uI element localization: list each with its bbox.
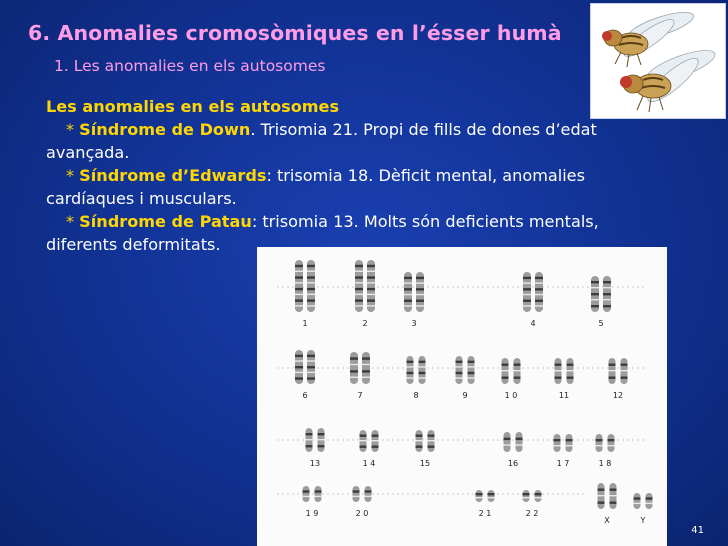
bullet-marker: *	[66, 120, 75, 139]
chromosome-pair	[355, 260, 375, 312]
chromosome-label: 6	[302, 391, 308, 400]
chromosome-label: 1 4	[362, 459, 376, 468]
chromosome-label: 2	[362, 319, 368, 328]
chromosome-label: 1 7	[556, 459, 570, 468]
chromosome-pair	[416, 430, 435, 452]
chromosome-pair	[295, 350, 315, 384]
chromosome-pair	[306, 428, 325, 452]
chromosome-label: 3	[411, 319, 417, 328]
section-heading: Les anomalies en els autosomes	[46, 97, 340, 116]
chromosome-pair	[555, 358, 574, 384]
syndrome-item	[46, 210, 676, 233]
karyotype-image	[257, 247, 667, 546]
chromosome-pair	[502, 358, 521, 384]
chromosome-pair	[591, 276, 611, 312]
chromosome-label: 1	[302, 319, 308, 328]
chromosome-label: 4	[530, 319, 536, 328]
chromosome-label: 5	[598, 319, 604, 328]
chromosome-label: 13	[309, 459, 321, 468]
chromosome-label: X	[604, 516, 610, 525]
chromosome-label: 1 9	[305, 509, 319, 518]
syndrome-continuation: diferents deformitats.	[46, 235, 221, 254]
bullet-marker: *	[66, 212, 75, 231]
chromosome-label: 12	[612, 391, 624, 400]
chromosome-pair	[360, 430, 379, 452]
syndrome-description: : trisomia 13. Molts són deficients mentals,	[251, 212, 599, 231]
chromosome-pair	[404, 272, 424, 312]
chromosome-label: 2 1	[478, 509, 492, 518]
chromosome-pair	[634, 493, 653, 509]
syndrome-name: Síndrome de Down	[79, 120, 251, 139]
chromosome-label: Y	[640, 516, 646, 525]
syndrome-name: Síndrome d’Edwards	[79, 166, 267, 185]
chromosome-pair	[554, 434, 573, 452]
syndrome-item	[46, 118, 676, 141]
chromosome-label: 2 0	[355, 509, 369, 518]
syndrome-continuation: cardíaques i musculars.	[46, 189, 237, 208]
bullet-marker: *	[66, 166, 75, 185]
chromosome-label: 11	[558, 391, 570, 400]
syndrome-name: Síndrome de Patau	[79, 212, 252, 231]
chromosome-label: 16	[507, 459, 519, 468]
chromosome-pair	[598, 483, 617, 509]
syndrome-item	[46, 164, 676, 187]
chromosome-pair	[596, 434, 615, 452]
chromosome-label: 7	[357, 391, 363, 400]
slide-subtitle: 1. Les anomalies en els autosomes	[54, 57, 326, 75]
slide-title: 6. Anomalies cromosòmiques en l’ésser humà	[28, 21, 562, 45]
chromosome-pair	[456, 356, 475, 384]
chromosome-label: 9	[462, 391, 468, 400]
chromosome-label: 15	[419, 459, 431, 468]
chromosome-label: 1 8	[598, 459, 612, 468]
chromosome-pair	[350, 352, 370, 384]
syndrome-continuation: avançada.	[46, 143, 130, 162]
chromosome-pair	[504, 432, 523, 452]
syndrome-description: . Trisomia 21. Propi de fills de dones d’edat	[250, 120, 597, 139]
chromosome-pair	[523, 490, 542, 502]
chromosome-pair	[295, 260, 315, 312]
chromosome-pair	[609, 358, 628, 384]
body-text	[46, 95, 676, 256]
page-number: 41	[691, 525, 704, 536]
chromosome-label: 8	[413, 391, 419, 400]
chromosome-pair	[407, 356, 426, 384]
chromosome-pair	[523, 272, 543, 312]
chromosome-pair	[476, 490, 495, 502]
chromosome-label: 2 2	[525, 509, 539, 518]
chromosome-label: 1 0	[504, 391, 518, 400]
syndrome-description: : trisomia 18. Dèficit mental, anomalies	[266, 166, 585, 185]
